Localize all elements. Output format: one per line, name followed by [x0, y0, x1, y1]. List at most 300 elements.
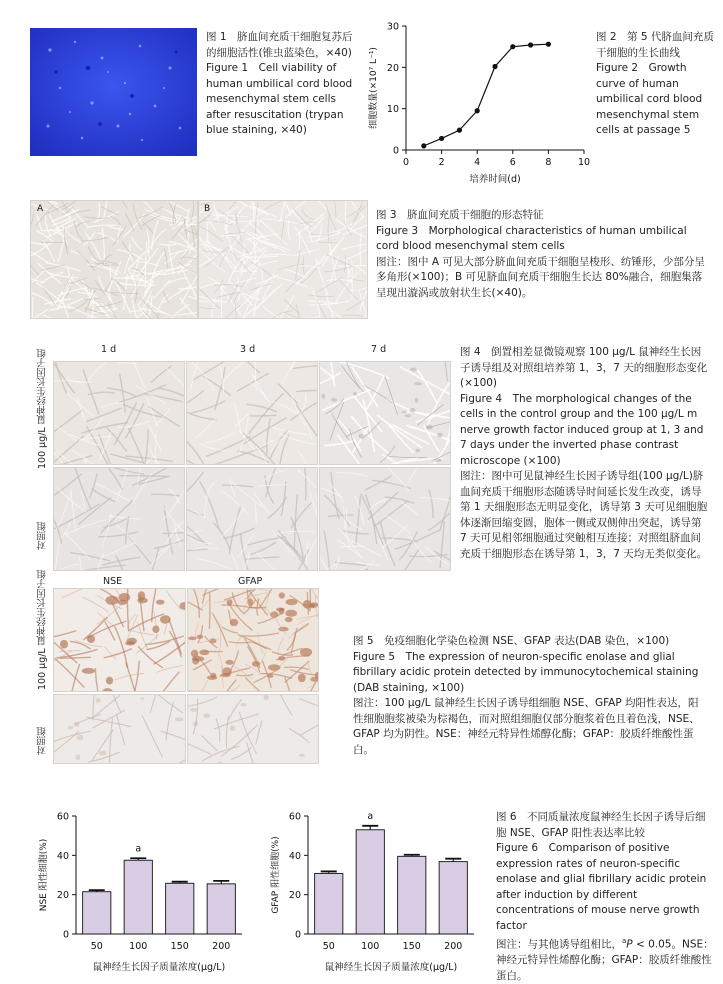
cell-body [102, 688, 113, 692]
cell-process [159, 388, 185, 398]
cell-body [353, 392, 357, 396]
cell-process [280, 201, 287, 222]
cell-process [258, 598, 274, 619]
cell-process [71, 490, 75, 529]
cell-body [241, 703, 247, 707]
gfap-y-tick-label: 60 [289, 812, 301, 823]
cell-body [415, 398, 419, 403]
cell-process [54, 504, 100, 530]
cell-process [55, 658, 84, 687]
cell-body [193, 721, 198, 727]
fig3-label-a: A [37, 204, 43, 214]
cell-process [199, 226, 222, 241]
cell-process [401, 367, 451, 394]
cell-process [368, 492, 398, 519]
fig1-micrograph [30, 28, 197, 156]
cell-process [429, 513, 450, 530]
cell-process [328, 213, 330, 244]
cell-process [237, 362, 260, 373]
cell-process [169, 620, 181, 654]
cell-process [166, 368, 185, 396]
cell-process [107, 225, 123, 230]
growth-x-tick-label: 0 [403, 157, 409, 168]
cell-process [331, 362, 335, 385]
cell-process [325, 440, 355, 445]
cell-process [237, 674, 253, 675]
cell-process [142, 716, 162, 757]
nse-bar [166, 883, 194, 934]
cell-body [106, 677, 113, 685]
cell-process [102, 228, 104, 263]
cell-body [127, 638, 137, 645]
cell-process [327, 255, 353, 267]
cell-process [133, 473, 152, 502]
cell-process [220, 287, 241, 315]
cell-body [264, 695, 269, 700]
cell-process [290, 729, 310, 743]
cell-process [224, 223, 234, 261]
cell-body [99, 751, 107, 756]
cell-process [66, 520, 105, 535]
fig4-ngf-7d [319, 361, 451, 465]
cell-process [31, 310, 48, 319]
cell-texture [187, 468, 318, 571]
cell-process [36, 283, 64, 305]
cell-body [190, 708, 197, 712]
growth-data-point [457, 128, 462, 133]
cell-process [317, 224, 323, 244]
cell-process [133, 362, 145, 389]
cell-process [115, 627, 128, 667]
cell-texture [54, 589, 186, 692]
cell-process [145, 254, 146, 287]
cell-body [188, 636, 197, 640]
cell-process [255, 494, 269, 514]
cell-process [435, 551, 451, 563]
cell-process [163, 488, 185, 520]
cell-body [285, 610, 297, 617]
cell-process [110, 695, 121, 713]
cell-process [302, 210, 314, 220]
cell-process [382, 525, 408, 549]
fig1-title: 图 1 脐血间充质干细胞复苏后的细胞活性(锥虫蓝染色，×40) [206, 30, 356, 61]
cell-body [77, 735, 84, 741]
cell-texture [54, 362, 185, 465]
cell-process [302, 394, 306, 412]
cell-process [45, 216, 50, 237]
cell-process [121, 311, 145, 319]
cell-process [152, 221, 158, 250]
cell-process [62, 298, 72, 319]
cell-process [298, 450, 315, 465]
cell-body [410, 368, 417, 372]
nse-x-tick-label: 200 [212, 941, 230, 952]
fig3-label-b: B [204, 204, 210, 214]
fig4-control-7d [319, 467, 451, 571]
cell-process [265, 254, 298, 255]
cell-process [257, 275, 278, 284]
cell-process [164, 305, 190, 319]
fig2-caption [596, 30, 716, 139]
cell-process [278, 384, 297, 403]
cell-process [120, 374, 126, 412]
cell-process [256, 440, 273, 450]
fig4-note: 图注：图中可见鼠神经生长因子诱导组(100 μg/L)脐血间充质干细胞形态随诱导时间延长发生改变，诱导第 1 天细胞形态无明显变化，诱导第 3 天可见细胞胞体逐渐回缩变圆，胞体一侧或双侧伸出突起，诱导第 7 天可见相邻细胞通过突触相互连接；对照组脐血间充质干细胞形态在诱导第 1，3，7 天均无类似变化。 [460, 469, 710, 562]
cell-process [198, 680, 208, 692]
cell-process [125, 214, 133, 231]
fig6-title: 图 6 不同质量浓度鼠神经生长因子诱导后细胞 NSE、GFAP 阳性表达率比较 [496, 810, 714, 841]
fig5-title-en: Figure 5 The expression of neuron-specific enolase and glial fibrillary acidic protein detected by immunocytochemical staining (DAB staining, ×100) [353, 650, 708, 697]
cell-process [189, 697, 217, 706]
cell-process [104, 468, 123, 489]
cell-process [278, 638, 284, 654]
cell-process [308, 295, 335, 297]
growth-data-point [439, 136, 444, 141]
nse-y-tick-label: 20 [57, 890, 69, 901]
cell-process [238, 635, 266, 649]
gfap-significance-label: a [367, 811, 373, 822]
cell-process [54, 731, 79, 759]
growth-y-tick-label: 20 [387, 63, 399, 74]
cell-process [74, 221, 83, 241]
cell-process [60, 564, 78, 570]
gfap-y-tick-label: 40 [289, 851, 301, 862]
cell-process [390, 456, 427, 457]
cell-body [199, 649, 209, 655]
cell-process [131, 631, 154, 635]
cell-process [424, 425, 439, 451]
cell-process [318, 242, 336, 243]
cell-process [373, 480, 410, 488]
cell-body [410, 408, 416, 413]
cell-process [199, 283, 217, 297]
cell-body [76, 754, 81, 760]
cell-process [120, 476, 166, 477]
cell-process [402, 502, 418, 514]
growth-data-point [546, 42, 551, 47]
cell-process [107, 428, 127, 451]
cell-process [249, 394, 283, 434]
growth-y-axis-label: 细胞数量(×10⁷ L⁻¹) [367, 47, 379, 129]
cell-process [296, 304, 303, 319]
cell-process [229, 201, 239, 209]
cell-process [294, 365, 318, 368]
cell-process [32, 270, 44, 282]
cell-process [337, 540, 362, 558]
cell-process [159, 294, 169, 308]
cell-texture [188, 695, 319, 764]
cell-process [298, 470, 316, 487]
nse-bar [83, 892, 111, 934]
fig6-note [496, 934, 714, 984]
cell-texture [188, 589, 319, 692]
cell-process [267, 419, 270, 454]
cell-process [283, 362, 298, 384]
cell-body [321, 393, 325, 398]
growth-data-point [510, 44, 515, 49]
cell-process [251, 201, 258, 225]
fig3-title: 图 3 脐血间充质干细胞的形态特征 [376, 208, 706, 224]
cell-process [31, 214, 33, 230]
cell-process [203, 589, 227, 595]
cell-process [446, 398, 451, 445]
cell-process [194, 589, 200, 617]
cell-process [256, 553, 285, 571]
cell-process [128, 536, 151, 564]
cell-process [148, 446, 166, 465]
cell-process [95, 669, 100, 692]
cell-body [230, 725, 236, 731]
growth-series-line [424, 44, 549, 146]
fig2-growth-curve-chart [360, 18, 592, 186]
cell-process [216, 719, 220, 741]
nse-significance-label: a [135, 843, 141, 854]
gfap-x-tick-label: 100 [361, 941, 379, 952]
cell-process [100, 543, 135, 558]
cell-process [104, 517, 129, 527]
cell-process [153, 313, 159, 319]
growth-x-tick-label: 10 [578, 157, 590, 168]
growth-x-tick-label: 6 [510, 157, 516, 168]
cell-body [404, 414, 411, 417]
cell-process [254, 291, 259, 315]
cell-process [58, 233, 65, 263]
cell-process [199, 301, 219, 302]
fig4-row-label-control: 对照组 [36, 490, 50, 550]
cell-process [330, 402, 344, 441]
fig4-caption [460, 345, 710, 562]
cell-process [67, 393, 94, 417]
fig5-control-nse [53, 694, 186, 764]
cell-process [246, 678, 267, 692]
growth-x-tick-label: 4 [474, 157, 480, 168]
cell-process [55, 540, 59, 571]
cell-process [164, 249, 167, 268]
cell-process [98, 233, 115, 241]
growth-x-tick-label: 8 [545, 157, 551, 168]
cell-process [187, 506, 204, 516]
gfap-bar [439, 862, 467, 934]
cell-process [182, 232, 198, 257]
cell-process [199, 305, 215, 309]
cell-process [152, 695, 183, 713]
cell-process [421, 497, 450, 500]
nse-y-tick-label: 0 [63, 930, 69, 941]
cell-process [100, 403, 122, 408]
cell-process [41, 265, 65, 271]
cell-process [112, 602, 124, 626]
growth-x-tick-label: 2 [439, 157, 445, 168]
cell-process [97, 203, 99, 219]
fig4-ngf-3d [186, 361, 318, 465]
nse-bar [124, 860, 152, 934]
cell-process [343, 315, 364, 316]
cell-process [138, 647, 162, 668]
cell-process [43, 315, 59, 319]
cell-process [385, 515, 411, 534]
cell-process [206, 240, 227, 258]
cell-process [300, 699, 319, 711]
cell-process [335, 271, 360, 304]
cell-process [307, 301, 338, 304]
cell-process [138, 305, 155, 319]
cell-texture [199, 201, 368, 319]
cell-process [104, 649, 131, 658]
cell-process [265, 476, 274, 504]
gfap-x-tick-label: 200 [444, 941, 462, 952]
gfap-x-tick-label: 150 [403, 941, 421, 952]
cell-process [195, 419, 215, 439]
cell-process [231, 481, 263, 507]
cell-process [126, 517, 129, 543]
gfap-x-tick-label: 50 [323, 941, 335, 952]
cell-process [132, 237, 143, 250]
cell-process [338, 435, 366, 465]
growth-y-tick-label: 10 [387, 104, 399, 115]
cell-process [79, 556, 81, 571]
nse-y-axis-label: NSE 阳性细胞(%) [37, 839, 49, 912]
cell-process [255, 503, 256, 523]
cell-process [149, 426, 161, 452]
cell-process [188, 413, 216, 420]
cell-body [225, 660, 233, 665]
cell-process [97, 484, 130, 501]
fig4-col-label-7d: 7 d [371, 344, 386, 355]
cell-process [297, 390, 318, 391]
cell-process [251, 542, 275, 554]
cell-body [402, 411, 407, 414]
gfap-y-tick-label: 20 [289, 890, 301, 901]
cell-body [285, 617, 293, 622]
cell-process [199, 288, 220, 309]
cell-process [345, 201, 363, 217]
cell-process [429, 490, 433, 518]
cell-process [390, 549, 419, 571]
fig6-note-prefix: 图注：与其他诱导组相比， [496, 939, 622, 951]
cell-body [207, 675, 217, 679]
cell-body [218, 761, 222, 764]
cell-process [166, 591, 180, 609]
cell-process [99, 532, 138, 537]
cell-body [68, 726, 73, 729]
fig6-gfap-bar-chart [262, 808, 482, 976]
fig4-ngf-1d [53, 361, 185, 465]
cell-process [288, 221, 290, 241]
cell-process [329, 515, 353, 516]
cell-process [317, 300, 327, 319]
cell-process [202, 736, 218, 751]
cell-process [326, 205, 336, 230]
fig5-caption [353, 634, 708, 758]
cell-process [352, 368, 378, 407]
cell-process [259, 484, 289, 486]
cell-process [78, 398, 86, 421]
fig5-col-label-nse: NSE [103, 576, 122, 587]
growth-data-point [475, 108, 480, 113]
cell-process [31, 246, 50, 264]
cell-process [250, 415, 276, 416]
cell-process [238, 276, 239, 300]
cell-process [339, 569, 367, 571]
cell-process [151, 549, 168, 566]
nse-bar [207, 884, 235, 934]
cell-process [72, 665, 79, 691]
cell-process [31, 241, 44, 245]
cell-process [440, 497, 450, 528]
cell-process [139, 262, 158, 266]
cell-body [298, 674, 306, 683]
cell-body [175, 717, 183, 721]
cell-process [188, 691, 207, 692]
fig5-ngf-nse [53, 588, 186, 692]
cell-process [117, 714, 125, 744]
cell-process [375, 501, 407, 526]
fig2-title: 图 2 第 5 代脐血间充质干细胞的生长曲线 [596, 30, 716, 61]
cell-process [264, 470, 287, 481]
nse-x-axis-label: 鼠神经生长因子质量浓度(μg/L) [93, 961, 225, 973]
cell-texture [187, 362, 318, 465]
cell-process [360, 232, 361, 265]
cell-process [262, 219, 302, 225]
fig3-title-en: Figure 3 Morphological characteristics of human umbilical cord blood mesenchymal stem cells [376, 224, 706, 255]
cell-process [343, 249, 368, 261]
cell-process [242, 291, 259, 319]
cell-process [344, 255, 346, 272]
cell-process [385, 376, 398, 414]
cell-body [82, 668, 95, 674]
cell-process [188, 595, 202, 609]
cell-process [296, 213, 324, 235]
cell-process [297, 613, 319, 624]
cell-process [62, 589, 91, 598]
cell-process [255, 362, 256, 389]
cell-process [119, 201, 128, 208]
fig4-col-label-3d: 3 d [240, 344, 255, 355]
cell-process [341, 546, 364, 547]
fig4-title: 图 4 倒置相差显微镜观察 100 μg/L 鼠神经生长因子诱导组及对照组培养第 1，3，7 天的细胞形态变化(×100) [460, 345, 710, 392]
cell-process [342, 243, 368, 249]
cell-body [60, 640, 68, 649]
cell-process [84, 217, 108, 218]
cell-process [32, 298, 33, 319]
cell-process [90, 474, 97, 497]
cell-process [363, 400, 374, 451]
cell-process [285, 667, 309, 669]
cell-process [427, 420, 451, 428]
cell-process [243, 633, 279, 636]
cell-process [211, 215, 248, 217]
cell-process [352, 417, 388, 453]
cell-process [31, 265, 39, 275]
cell-body [156, 600, 164, 605]
fig4-row-label-ngf: 100 μg/L 鼠神经生长因子组 [36, 334, 50, 469]
fig6-note-sup: a [622, 937, 626, 945]
cell-process [237, 635, 242, 646]
cell-process [225, 305, 240, 319]
cell-process [168, 278, 185, 283]
cell-process [256, 721, 262, 744]
cell-process [132, 661, 139, 692]
cell-process [344, 531, 369, 534]
cell-process [88, 392, 114, 394]
fig6-note-p: P [626, 939, 632, 951]
cell-process [320, 488, 342, 497]
fig4-control-3d [186, 467, 318, 571]
cell-texture [54, 468, 185, 571]
cell-process [378, 416, 421, 448]
cell-process [198, 626, 202, 643]
cell-process [331, 257, 338, 282]
